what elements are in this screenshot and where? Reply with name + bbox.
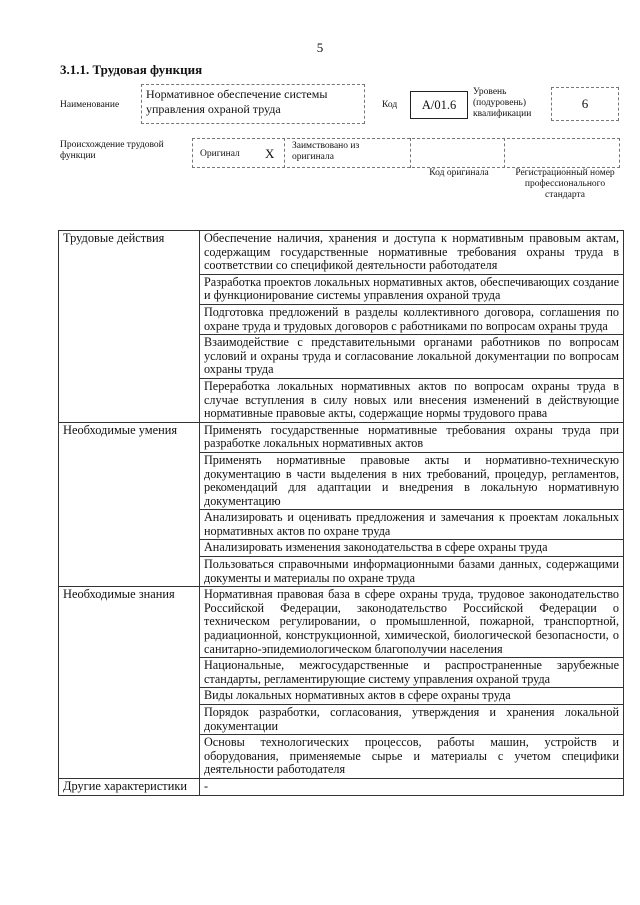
level-label: Уровень (подуровень) квалификации — [473, 87, 532, 119]
section-item-cell: Обеспечение наличия, хранения и доступа к нормативным правовым актам, содержащим государственные нормативные требования охраны труда в соответствии со спецификой деятельности работодателя — [200, 231, 624, 275]
section-item-cell: Анализировать и оценивать предложения и замечания к проектам локальных нормативных актов по охране труда — [200, 510, 624, 540]
table-row — [59, 587, 624, 658]
section-item-cell: Анализировать изменения законодательства в сфере охраны труда — [200, 540, 624, 557]
name-label: Наименование — [60, 100, 120, 110]
origin-grid — [192, 138, 620, 168]
function-name: Нормативное обеспечение системы управления охраной труда — [141, 84, 365, 124]
section-item-cell: Национальные, межгосударственные и распространенные зарубежные стандарты, регламентирующие систему управления охраной труда — [200, 658, 624, 688]
table-row — [59, 422, 624, 452]
qualification-level: 6 — [551, 87, 619, 121]
section-title-cell: Необходимые знания — [59, 587, 200, 779]
section-item-cell: Нормативная правовая база в сфере охраны труда, трудовое законодательство Российской Федерации, законодательство Российской Федерации о техническом регулировании, о промышленной, пожарной, транспортной, радиационной, конструкционной, химической, биологической безопасности, о санитарно-эпидемиологическом благополучии населения — [200, 587, 624, 658]
page-number: 5 — [316, 40, 324, 55]
origin-label: Происхождение трудовой функции — [60, 140, 164, 161]
section-title-cell: Трудовые действия — [59, 231, 200, 423]
reg-number-caption: Регистрационный номер профессионального стандарта — [515, 168, 615, 200]
function-code: А/01.6 — [410, 91, 468, 119]
function-table — [58, 230, 624, 796]
code-original-caption: Код оригинала — [429, 168, 489, 178]
section-item-cell: Переработка локальных нормативных актов по вопросам охраны труда в случае вступления в силу новых или внесения изменений в действующие нормативные правовые акты, содержащие нормы трудового права — [200, 378, 624, 422]
borrowed-label: Заимствовано из оригинала — [292, 141, 360, 162]
section-item-cell: Применять нормативные правовые акты и нормативно-техническую документацию в части выделения в них требований, процедур, регламентов, рекомендаций для адаптации и внедрения в локальную нормативную документацию — [200, 452, 624, 509]
table-row — [59, 778, 624, 795]
original-label: Оригинал — [200, 149, 240, 159]
section-item-cell: Пользоваться справочными информационными базами данных, содержащими документы и материалы по охране труда — [200, 557, 624, 587]
section-item-cell: Разработка проектов локальных нормативных актов, обеспечивающих создание и функционирование системы управления охраной труда — [200, 274, 624, 304]
section-item-cell: Виды локальных нормативных актов в сфере охраны труда — [200, 688, 624, 705]
section-title: 3.1.1. Трудовая функция — [60, 62, 203, 77]
section-item-cell: Подготовка предложений в разделы коллективного договора, соглашения по охране труда и трудовых договоров с работниками по вопросам охраны труда — [200, 304, 624, 334]
code-label: Код — [382, 100, 398, 110]
section-item-cell: Применять государственные нормативные требования охраны труда при разработке локальных нормативных актов — [200, 422, 624, 452]
section-item-cell: - — [200, 778, 624, 795]
original-mark: X — [265, 146, 275, 161]
section-title-cell: Необходимые умения — [59, 422, 200, 587]
section-item-cell: Взаимодействие с представительными органами работников по вопросам условий и охраны труда и согласование локальной документации по вопросам охраны труда — [200, 335, 624, 379]
section-title-cell: Другие характеристики — [59, 778, 200, 795]
section-item-cell: Основы технологических процессов, работы машин, устройств и оборудования, применяемые сырье и материалы с учетом специфики деятельности работодателя — [200, 735, 624, 779]
section-item-cell: Порядок разработки, согласования, утверждения и хранения локальной документации — [200, 705, 624, 735]
table-row — [59, 231, 624, 275]
